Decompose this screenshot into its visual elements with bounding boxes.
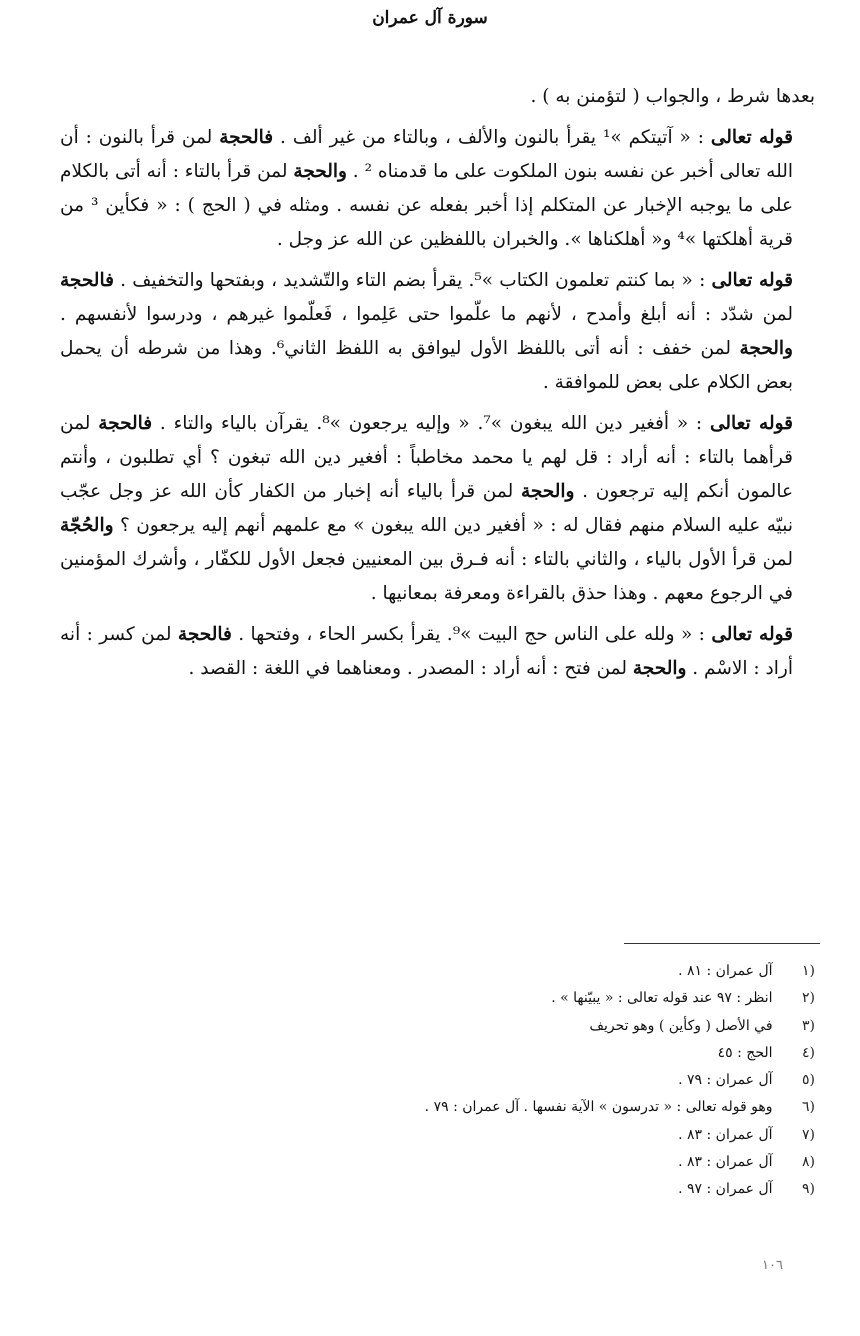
footnote-number: (٧ — [802, 1126, 815, 1143]
main-text — [60, 80, 815, 686]
keyword-bold: قوله تعالى — [709, 413, 794, 434]
keyword-bold: والحجة — [739, 338, 793, 359]
page-number: ١٠٦ — [762, 1258, 783, 1273]
keyword-bold: فالحجة — [177, 624, 232, 645]
footnote-number: (٥ — [802, 1072, 815, 1089]
paragraph — [60, 80, 815, 114]
footnote-text: في الأصل ( وكأين ) وهو تحريف — [589, 1017, 773, 1034]
keyword-bold: قوله تعالى — [711, 624, 793, 645]
keyword-bold: فالحجة — [60, 270, 114, 291]
paragraph — [60, 264, 815, 400]
footnote-number: (١ — [802, 963, 815, 979]
footnote-number: (٦ — [802, 1099, 815, 1116]
keyword-bold: فالحجة — [219, 127, 274, 148]
keyword-bold: والحجة — [632, 658, 687, 679]
text-run: : « ولله على الناس حج البيت »⁹. يقرأ بكسر الحاء ، وفتحها . — [231, 624, 712, 645]
text-run: : « أفغير دين الله يبغون »⁷. « وإليه يرجعون »⁸. يقرآن بالياء والتاء . — [152, 413, 710, 434]
footnote-number: (٨ — [802, 1154, 815, 1171]
footnote-item — [300, 1067, 815, 1094]
text-run: لمن قرأ بالياء أنه إخبار من الكفار كأن الله عز وجل عجّب نبيّه عليه السلام منهم فقال له : « أفغير دين الله يبغون » مع علمهم أنهم إليه يرجعون ؟ — [60, 481, 793, 536]
text-run: : « بما كنتم تعلمون الكتاب »⁵. يقرأ بضم التاء والتّشديد ، وبفتحها والتخفيف . — [113, 270, 712, 291]
text-run: لمن قرأ بالنون : أن الله تعالى أخبر عن نفسه بنون الملكوت على ما قدمناه ² . — [60, 127, 793, 182]
footnote-text: آل عمران : ٧٩ . — [678, 1072, 773, 1089]
paragraph — [60, 618, 815, 686]
footnote-item — [300, 958, 815, 985]
footnote-separator — [624, 943, 820, 944]
paragraph — [60, 121, 815, 257]
footnote-number: (٣ — [802, 1017, 815, 1034]
footnote-item — [300, 1122, 815, 1149]
paragraph — [60, 407, 815, 611]
text-run: لمن قرأ بالتاء : أنه أتى بالكلام على ما يوجبه الإخبار عن المتكلم إذا أخبر بفعله عن نفسه . ومثله في ( الحج ) : « فكأين ³ من قرية أهلكتها »⁴ و« أهلكناها ». والخبران باللفظين عن الله عز وجل . — [60, 161, 793, 250]
text-run: بعدها شرط ، والجواب ( لتؤمنن به ) . — [530, 86, 815, 107]
footnote-item — [300, 985, 815, 1012]
text-run: لمن فتح : أنه أراد : المصدر . ومعناهما في اللغة : القصد . — [188, 658, 633, 679]
footnote-item — [300, 1094, 815, 1121]
keyword-bold: والحُجّة — [60, 515, 114, 536]
text-run: لمن كسر : أنه أراد : الاسْم . — [60, 624, 793, 679]
keyword-bold: قوله تعالى — [711, 270, 793, 291]
footnote-text: انظر : ٩٧ عند قوله تعالى : « يبيّنها » . — [551, 990, 773, 1007]
footnote-text: آل عمران : ٨٣ . — [678, 1126, 773, 1143]
text-run: لمن قرأ الأول بالياء ، والثاني بالتاء : أنه فـرق بين المعنيين فجعل الأول للكفّار ، وأشرك المؤمنين في الرجوع معهم . وهذا حذق بالقراءة ومعرفة بمعانيها . — [60, 549, 793, 604]
footnote-item — [300, 1013, 815, 1040]
keyword-bold: والحجة — [293, 161, 347, 182]
footnotes — [300, 958, 815, 1204]
text-run: لمن شدّد : أنه أبلغ وأمدح ، لأنهم ما علّموا حتى عَلِموا ، فَعلّموا غيرهم ، ودرسوا لأنفسهم . — [60, 304, 793, 325]
footnote-text: آل عمران : ٩٧ . — [678, 1181, 773, 1198]
keyword-bold: فالحجة — [98, 413, 153, 434]
footnote-number: (٤ — [802, 1044, 815, 1061]
footnote-item — [300, 1149, 815, 1176]
footnote-text: وهو قوله تعالى : « تدرسون » الآية نفسها . آل عمران : ٧٩ . — [424, 1099, 773, 1116]
text-run: : « آتيتكم »¹ يقرأ بالنون والألف ، وبالتاء من غير ألف . — [273, 127, 711, 148]
text-run: لمن قرأهما بالتاء : أنه أراد : قل لهم يا محمد مخاطباً : أفغير دين الله تبغون ؟ أي تطلبون ، وأنتم عالمون أنكم إليه ترجعون . — [60, 413, 793, 502]
footnote-text: الحج : ٤٥ — [717, 1044, 773, 1061]
keyword-bold: قوله تعالى — [710, 127, 794, 148]
footnote-text: آل عمران : ٨٣ . — [678, 1154, 773, 1171]
footnote-number: (٩ — [802, 1181, 815, 1198]
footnote-item — [300, 1176, 815, 1203]
page-header-title: سورة آل عمران — [372, 8, 488, 28]
footnote-number: (٢ — [802, 990, 815, 1007]
text-run: لمن خفف : أنه أتى باللفظ الأول ليوافق به اللفظ الثاني⁶. وهذا من شرطه أن يحمل بعض الكلام على بعض للموافقة . — [60, 338, 793, 393]
keyword-bold: والحجة — [520, 481, 575, 502]
footnote-text: آل عمران : ٨١ . — [678, 963, 773, 979]
footnote-item — [300, 1040, 815, 1067]
